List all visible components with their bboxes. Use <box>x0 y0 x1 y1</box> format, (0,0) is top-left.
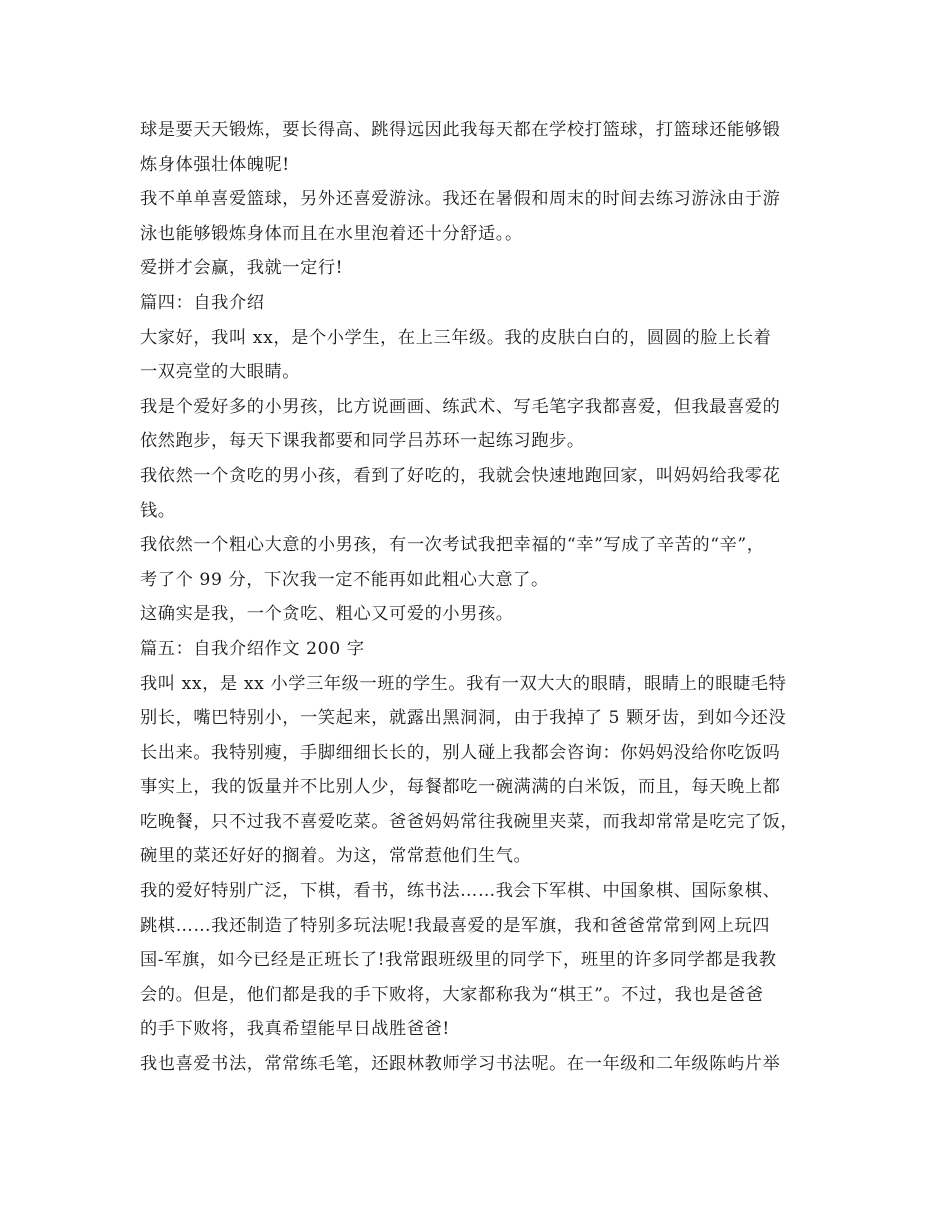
text-line: 我是个爱好多的小男孩，比方说画画、练武术、写毛笔字我都喜爱，但我最喜爱的 <box>140 396 781 417</box>
text-line: 我的爱好特别广泛，下棋，看书，练书法……我会下军棋、中国象棋、国际象棋、 <box>140 881 781 902</box>
document-body <box>140 113 820 1082</box>
text-line: 国-军旗，如今已经是正班长了!我常跟班级里的同学下，班里的许多同学都是我教 <box>140 950 777 971</box>
text-line: 跳棋……我还制造了特别多玩法呢!我最喜爱的是军旗，我和爸爸常常到网上玩四 <box>140 915 771 936</box>
text-line: 钱。 <box>140 500 176 521</box>
section-heading: 篇五：自我介绍作文 200 字 <box>140 638 365 659</box>
text-line: 我叫 xx，是 xx 小学三年级一班的学生。我有一双大大的眼睛，眼睛上的眼睫毛特 <box>140 673 787 694</box>
text-line: 碗里的菜还好好的搁着。为这，常常惹他们生气。 <box>140 846 532 867</box>
text-line: 这确实是我，一个贪吃、粗心又可爱的小男孩。 <box>140 604 514 625</box>
text-line: 别长，嘴巴特别小，一笑起来，就露出黑洞洞，由于我掉了 5 颗牙齿，到如今还没 <box>140 708 787 729</box>
text-line: 吃晚餐，只不过我不喜爱吃菜。爸爸妈妈常往我碗里夹菜，而我却常常是吃完了饭， <box>140 811 799 832</box>
text-line: 爱拼才会赢，我就一定行! <box>140 258 344 279</box>
text-line: 我也喜爱书法，常常练毛笔，还跟林教师学习书法呢。在一年级和二年级陈屿片举 <box>140 1054 781 1075</box>
text-line: 的手下败将，我真希望能早日战胜爸爸! <box>140 1019 450 1040</box>
text-line: 一双亮堂的大眼睛。 <box>140 362 301 383</box>
text-line: 球是要天天锻炼，要长得高、跳得远因此我每天都在学校打篮球，打篮球还能够锻 <box>140 120 781 140</box>
section-heading: 篇四：自我介绍 <box>140 292 265 313</box>
text-line: 我不单单喜爱篮球，另外还喜爱游泳。我还在暑假和周末的时间去练习游泳由于游 <box>140 189 781 210</box>
text-line: 长出来。我特别瘦，手脚细细长长的，别人碰上我都会咨询：你妈妈没给你吃饭吗 <box>140 742 781 763</box>
text-line: 我依然一个贪吃的男小孩，看到了好吃的，我就会快速地跑回家，叫妈妈给我零花 <box>140 465 781 486</box>
text-line: 考了个 99 分，下次我一定不能再如此粗心大意了。 <box>140 569 549 590</box>
text-line: 泳也能够锻炼身体而且在水里泡着还十分舒适。。 <box>140 223 523 244</box>
text-line: 大家好，我叫 xx，是个小学生，在上三年级。我的皮肤白白的，圆圆的脸上长着 <box>140 327 772 348</box>
text-line: 事实上，我的饭量并不比别人少，每餐都吃一碗满满的白米饭，而且，每天晚上都 <box>140 777 781 798</box>
text-line: 依然跑步，每天下课我都要和同学吕苏环一起练习跑步。 <box>140 431 585 452</box>
text-line: 会的。但是，他们都是我的手下败将，大家都称我为“棋王”。不过，我也是爸爸 <box>140 984 764 1005</box>
text-line: 我依然一个粗心大意的小男孩，有一次考试我把幸福的“幸”写成了辛苦的“辛”， <box>140 535 765 556</box>
text-line: 炼身体强壮体魄呢! <box>140 154 290 175</box>
